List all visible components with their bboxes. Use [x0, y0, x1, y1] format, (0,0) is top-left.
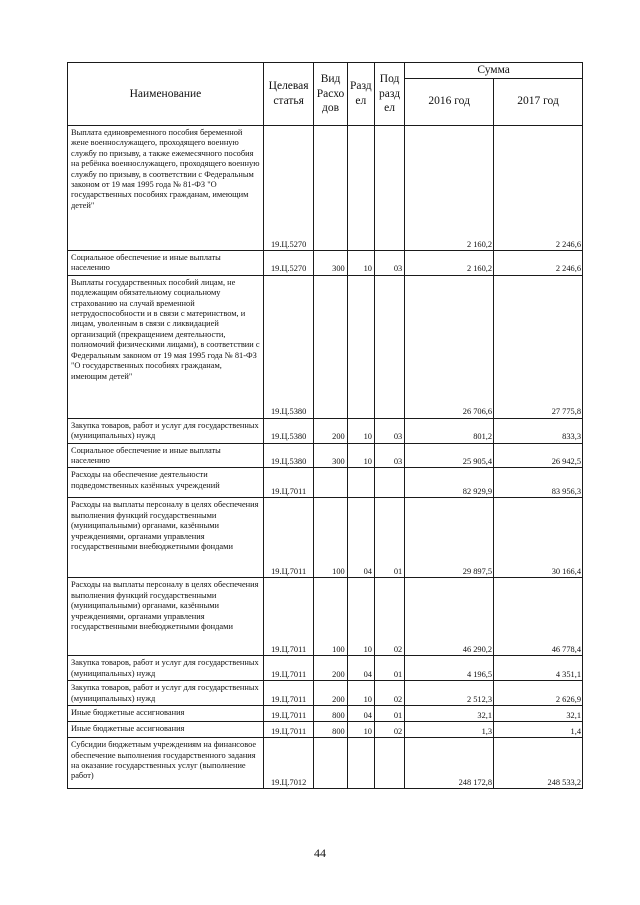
row-subsection: 03	[374, 250, 404, 275]
row-target-code: 19.Ц.5380	[263, 418, 313, 443]
row-expense-type	[314, 738, 347, 789]
row-subsection: 02	[374, 722, 404, 738]
table-row	[68, 578, 583, 656]
row-expense-type	[314, 125, 347, 250]
row-expense-type: 800	[314, 706, 347, 722]
row-name: Закупка товаров, работ и услуг для государственных (муниципальных) нужд	[68, 418, 264, 443]
table-row	[68, 275, 583, 418]
row-target-code: 19.Ц.7011	[263, 656, 313, 681]
row-subsection	[374, 468, 404, 498]
row-expense-type: 200	[314, 418, 347, 443]
row-name: Иные бюджетные ассигнования	[68, 722, 264, 738]
table-row	[68, 468, 583, 498]
row-expense-type: 100	[314, 498, 347, 578]
row-expense-type: 300	[314, 443, 347, 468]
header-year-2016: 2016 год	[405, 78, 494, 125]
row-target-code: 19.Ц.5380	[263, 275, 313, 418]
row-target-code: 19.Ц.7011	[263, 498, 313, 578]
table-row	[68, 443, 583, 468]
row-subsection	[374, 738, 404, 789]
page-number: 44	[314, 846, 326, 860]
row-amount-2016: 801,2	[405, 418, 494, 443]
row-section: 04	[347, 656, 374, 681]
row-name: Социальное обеспечение и иные выплаты населению	[68, 250, 264, 275]
row-amount-2016: 25 905,4	[405, 443, 494, 468]
header-vid: Вид Расхо дов	[314, 63, 347, 126]
row-expense-type: 800	[314, 722, 347, 738]
row-expense-type: 300	[314, 250, 347, 275]
row-section: 10	[347, 250, 374, 275]
row-name: Субсидии бюджетным учреждениям на финансовое обеспечение выполнения государственного задания на оказание государственных услуг (выполнение работ)	[68, 738, 264, 789]
row-section: 10	[347, 443, 374, 468]
header-name: Наименование	[68, 63, 264, 126]
row-section	[347, 125, 374, 250]
row-name: Расходы на выплаты персоналу в целях обеспечения выполнения функций государственными (муниципальными) органами, казёнными учреждениями, органами управления государственными внебюджетными фондами	[68, 498, 264, 578]
budget-table	[67, 62, 583, 789]
row-expense-type	[314, 468, 347, 498]
table-row	[68, 125, 583, 250]
row-amount-2016: 1,3	[405, 722, 494, 738]
row-section: 10	[347, 418, 374, 443]
row-amount-2017: 46 778,4	[494, 578, 583, 656]
row-section: 04	[347, 706, 374, 722]
row-expense-type: 200	[314, 681, 347, 706]
row-section: 10	[347, 681, 374, 706]
row-expense-type: 200	[314, 656, 347, 681]
row-name: Иные бюджетные ассигнования	[68, 706, 264, 722]
row-amount-2017: 1,4	[494, 722, 583, 738]
row-target-code: 19.Ц.5380	[263, 443, 313, 468]
row-amount-2017: 26 942,5	[494, 443, 583, 468]
row-subsection: 02	[374, 681, 404, 706]
row-amount-2017: 2 246,6	[494, 250, 583, 275]
row-amount-2016: 82 929,9	[405, 468, 494, 498]
row-name: Выплата единовременного пособия беременной жене военнослужащего, проходящего военную службу по призыву, а также ежемесячного пособия на ребёнка военнослужащего, проходящего военную службу по призыву, в соответствии с Федеральным законом от 19 мая 1995 года № 81-ФЗ "О государственных пособиях гражданам, имеющим детей"	[68, 125, 264, 250]
row-target-code: 19.Ц.5270	[263, 250, 313, 275]
row-target-code: 19.Ц.7011	[263, 578, 313, 656]
row-section	[347, 468, 374, 498]
header-pod: Под разд ел	[374, 63, 404, 126]
row-section	[347, 275, 374, 418]
row-expense-type: 100	[314, 578, 347, 656]
row-amount-2017: 27 775,8	[494, 275, 583, 418]
table-row	[68, 681, 583, 706]
row-target-code: 19.Ц.7011	[263, 722, 313, 738]
row-amount-2017: 4 351,1	[494, 656, 583, 681]
row-amount-2016: 2 512,3	[405, 681, 494, 706]
row-amount-2017: 83 956,3	[494, 468, 583, 498]
row-amount-2017: 248 533,2	[494, 738, 583, 789]
row-amount-2017: 833,3	[494, 418, 583, 443]
row-amount-2016: 29 897,5	[405, 498, 494, 578]
row-name: Расходы на обеспечение деятельности подведомственных казённых учреждений	[68, 468, 264, 498]
row-name: Социальное обеспечение и иные выплаты населению	[68, 443, 264, 468]
header-razd: Разд ел	[347, 63, 374, 126]
row-target-code: 19.Ц.5270	[263, 125, 313, 250]
row-section: 10	[347, 722, 374, 738]
table-header	[68, 63, 583, 126]
table-row	[68, 656, 583, 681]
row-amount-2016: 4 196,5	[405, 656, 494, 681]
row-subsection	[374, 275, 404, 418]
row-name: Закупка товаров, работ и услуг для государственных (муниципальных) нужд	[68, 681, 264, 706]
row-section: 04	[347, 498, 374, 578]
row-section: 10	[347, 578, 374, 656]
table-row	[68, 738, 583, 789]
row-name: Закупка товаров, работ и услуг для государственных (муниципальных) нужд	[68, 656, 264, 681]
row-name: Выплаты государственных пособий лицам, не подлежащим обязательному социальному страхованию на случай временной нетрудоспособности и в связи с материнством, и лицам, уволенным в связи с ликвидацией организаций (прекращением деятельности, полномочий физическими лицами), в соответствии с Федеральным законом от 19 мая 1995 года № 81-ФЗ "О государственных пособиях гражданам, имеющим детей"	[68, 275, 264, 418]
row-amount-2016: 26 706,6	[405, 275, 494, 418]
row-subsection: 03	[374, 443, 404, 468]
row-amount-2016: 248 172,8	[405, 738, 494, 789]
table-row	[68, 250, 583, 275]
row-amount-2016: 32,1	[405, 706, 494, 722]
row-subsection: 01	[374, 656, 404, 681]
table-row	[68, 722, 583, 738]
row-expense-type	[314, 275, 347, 418]
row-amount-2017: 32,1	[494, 706, 583, 722]
header-year-2017: 2017 год	[494, 78, 583, 125]
row-target-code: 19.Ц.7012	[263, 738, 313, 789]
row-subsection	[374, 125, 404, 250]
table-row	[68, 418, 583, 443]
row-amount-2017: 2 246,6	[494, 125, 583, 250]
header-sum: Сумма	[405, 63, 583, 79]
row-amount-2016: 46 290,2	[405, 578, 494, 656]
row-amount-2016: 2 160,2	[405, 125, 494, 250]
row-name: Расходы на выплаты персоналу в целях обеспечения выполнения функций государственными (муниципальными) органами, казёнными учреждениями, органами управления государственными внебюджетными фондами	[68, 578, 264, 656]
row-amount-2017: 2 626,9	[494, 681, 583, 706]
row-subsection: 01	[374, 706, 404, 722]
row-subsection: 03	[374, 418, 404, 443]
row-subsection: 02	[374, 578, 404, 656]
row-amount-2016: 2 160,2	[405, 250, 494, 275]
table-body	[68, 125, 583, 788]
row-section	[347, 738, 374, 789]
row-target-code: 19.Ц.7011	[263, 681, 313, 706]
row-target-code: 19.Ц.7011	[263, 468, 313, 498]
table-row	[68, 498, 583, 578]
row-target-code: 19.Ц.7011	[263, 706, 313, 722]
row-amount-2017: 30 166,4	[494, 498, 583, 578]
row-subsection: 01	[374, 498, 404, 578]
header-code: Целевая статья	[263, 63, 313, 126]
table-row	[68, 706, 583, 722]
